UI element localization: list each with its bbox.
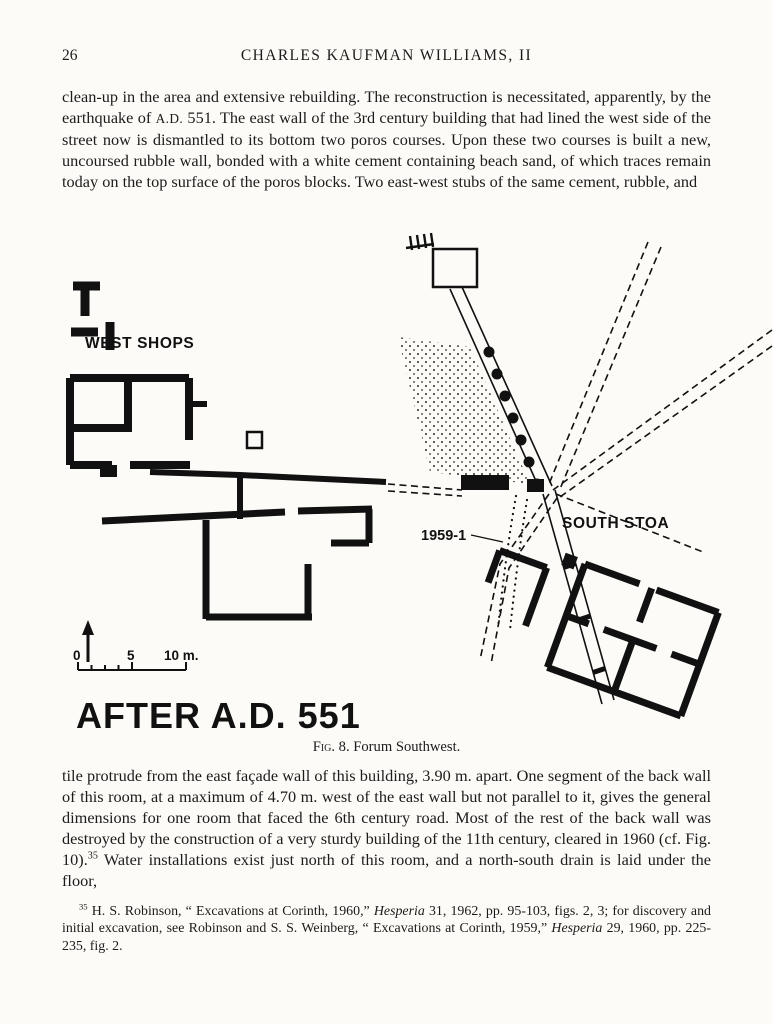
lower-left-rooms: [102, 509, 372, 619]
page-header: [0, 47, 773, 65]
scale-bar: [78, 662, 186, 670]
central-wall-block-east: [527, 479, 544, 492]
stipple-area: [398, 337, 530, 484]
central-wall-block: [461, 475, 509, 490]
site-plan: [0, 232, 773, 737]
scale-label-10: 10 m.: [164, 648, 199, 663]
trench-leader-line: [471, 535, 503, 542]
figure-8-plan: [0, 232, 773, 737]
north-arrow-icon: [82, 620, 94, 662]
scale-label-0: 0: [73, 648, 81, 663]
comb-symbol: [406, 233, 434, 250]
figure-caption: Fig. 8. Forum Southwest.: [312, 739, 461, 755]
pillar-base-outline: [247, 432, 262, 448]
body-paragraph-1: clean-up in the area and extensive rebuilding. The reconstruction is necessitated, apparently, by the earthquake of A.D. 551. The east wall of the 3rd century building that had lined the west side of the street now is dismantled to its bottom two poros courses. Upon these two courses is built a new, uncoursed rubble wall, bonded with a white cement containing beach sand, of which traces remain today on the top surface of the poros blocks. Two east-west stubs of the same cement, rubble, and: [62, 87, 711, 191]
road-lines: [450, 287, 614, 704]
dotted-trench-lines: [498, 496, 527, 630]
plan-title: AFTER A.D. 551: [76, 695, 361, 736]
building-outline: [433, 249, 477, 287]
scale-label-5: 5: [127, 648, 135, 663]
page-number: 26: [62, 47, 78, 64]
running-header: CHARLES KAUFMAN WILLIAMS, II: [240, 47, 533, 64]
west-building-walls: [70, 378, 207, 465]
trench-label: 1959-1: [421, 528, 467, 544]
west-building-notch: [100, 465, 117, 477]
body-paragraph-2: tile protrude from the east façade wall of this building, 3.90 m. apart. One segment of the back wall of this room, at a maximum of 4.70 m. west of the east wall but not parallel to it, gives the general dimensions for one room that faced the 6th century road. Most of the rest of the back wall was destroyed by the construction of a very sturdy building of the 11th century, cleared in 1960 (cf. Fig. 10).$^{35}$ Water installations exist just north of this room, and a north-south drain is laid under the floor,: [62, 766, 711, 890]
south-stoa-label: SOUTH STOA: [562, 515, 670, 532]
footnote-35: $^{35}$ H. S. Robinson, “ Excavations at Corinth, 1960,” Hesperia 31, 1962, pp. 95-103, figs. 2, 3; for discovery and initial excavation, see Robinson and S. S. Weinberg, “ Excavations at Corinth, 1959,” Hesperia 29, 1960, pp. 225-235, fig. 2.: [62, 901, 711, 954]
west-shops-label: WEST SHOPS: [85, 335, 195, 352]
south-stoa-walls: [527, 553, 720, 716]
